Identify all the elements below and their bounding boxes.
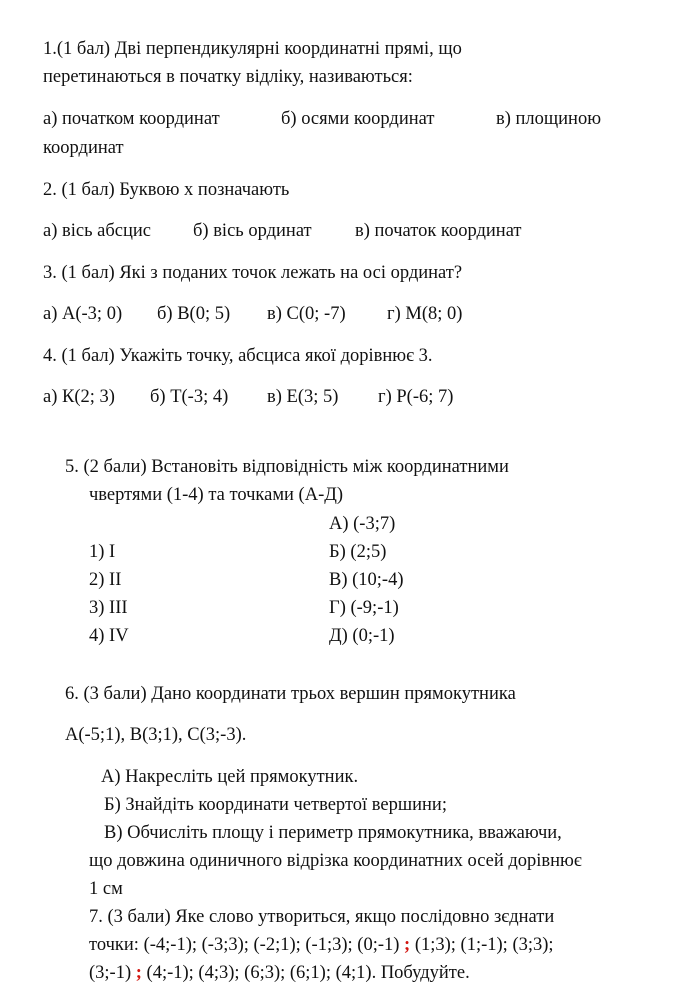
q3-option-c: в) С(0; -7) — [267, 304, 346, 324]
q5-text-line2: чвертями (1-4) та точками (А-Д) — [89, 485, 344, 505]
q1-text-line1: 1.(1 бал) Дві перпендикулярні координатні прямі, що — [43, 39, 462, 59]
q7-text-line2 — [89, 934, 554, 956]
q4-option-b: б) Т(-3; 4) — [150, 387, 229, 407]
q6-text-line1: 6. (3 бали) Дано координати трьох вершин прямокутника — [65, 684, 516, 704]
q5-point-c: В) (10;-4) — [329, 570, 404, 590]
q5-point-a: А) (-3;7) — [329, 514, 396, 534]
q1-text-line2: перетинаються в початку відліку, називаються: — [43, 67, 413, 87]
q5-quarter-1: 1) І — [89, 542, 116, 562]
q3-option-b: б) В(0; 5) — [157, 304, 231, 324]
q7-text-line1: 7. (3 бали) Яке слово утвориться, якщо послідовно зєднати — [89, 907, 555, 927]
q2-text: 2. (1 бал) Буквою х позначають — [43, 180, 290, 200]
q5-quarter-2: 2) ІІ — [89, 570, 122, 590]
q5-quarter-3: 3) ІІІ — [89, 598, 128, 618]
q6-task-a: А) Накресліть цей прямокутник. — [101, 767, 359, 787]
q1-option-a: а) початком координат — [43, 109, 220, 129]
q4-text: 4. (1 бал) Укажіть точку, абсциса якої дорівнює 3. — [43, 346, 433, 366]
q6-task-c-line1: В) Обчисліть площу і периметр прямокутника, вважаючи, — [104, 823, 562, 843]
q2-option-b: б) вісь ординат — [193, 221, 312, 241]
q3-option-d: г) М(8; 0) — [387, 304, 463, 324]
q1-option-c: в) площиною — [496, 109, 602, 129]
q7-points-part1: точки: (-4;-1); (-3;3); (-2;1); (-1;3); (0;-1) — [89, 935, 405, 955]
q7-points-part2: (1;3); (1;-1); (3;3); — [410, 935, 554, 955]
q4-option-a: а) К(2; 3) — [43, 387, 115, 407]
q6-task-b: Б) Знайдіть координати четвертої вершини; — [104, 795, 447, 815]
q5-point-b: Б) (2;5) — [329, 542, 387, 562]
q4-option-d: г) Р(-6; 7) — [378, 387, 454, 407]
q6-task-c-line2: що довжина одиничного відрізка координатних осей дорівнює — [89, 851, 582, 871]
q7-separator-2: ; — [135, 963, 142, 983]
q7-text-line3 — [89, 962, 470, 984]
q4-option-c: в) Е(3; 5) — [267, 387, 339, 407]
q6-text-line2: А(-5;1), В(3;1), С(3;-3). — [65, 725, 247, 745]
q7-points-part4: (4;-1); (4;3); (6;3); (6;1); (4;1). Побудуйте. — [141, 963, 470, 983]
q2-option-a: а) вісь абсцис — [43, 221, 151, 241]
q7-separator-1: ; — [404, 935, 411, 955]
q5-text-line1: 5. (2 бали) Встановіть відповідність між координатними — [65, 457, 509, 477]
q5-point-d: Г) (-9;-1) — [329, 598, 399, 618]
q6-task-c-line3: 1 см — [89, 879, 123, 899]
q7-points-part3: (3;-1) — [89, 963, 136, 983]
q5-point-e: Д) (0;-1) — [329, 626, 395, 646]
q1-option-b: б) осями координат — [281, 109, 435, 129]
q3-option-a: а) А(-3; 0) — [43, 304, 123, 324]
q3-text: 3. (1 бал) Які з поданих точок лежать на осі ординат? — [43, 263, 463, 283]
q2-option-c: в) початок координат — [355, 221, 522, 241]
q1-option-c-continued: координат — [43, 138, 124, 158]
q5-quarter-4: 4) ІV — [89, 626, 129, 646]
